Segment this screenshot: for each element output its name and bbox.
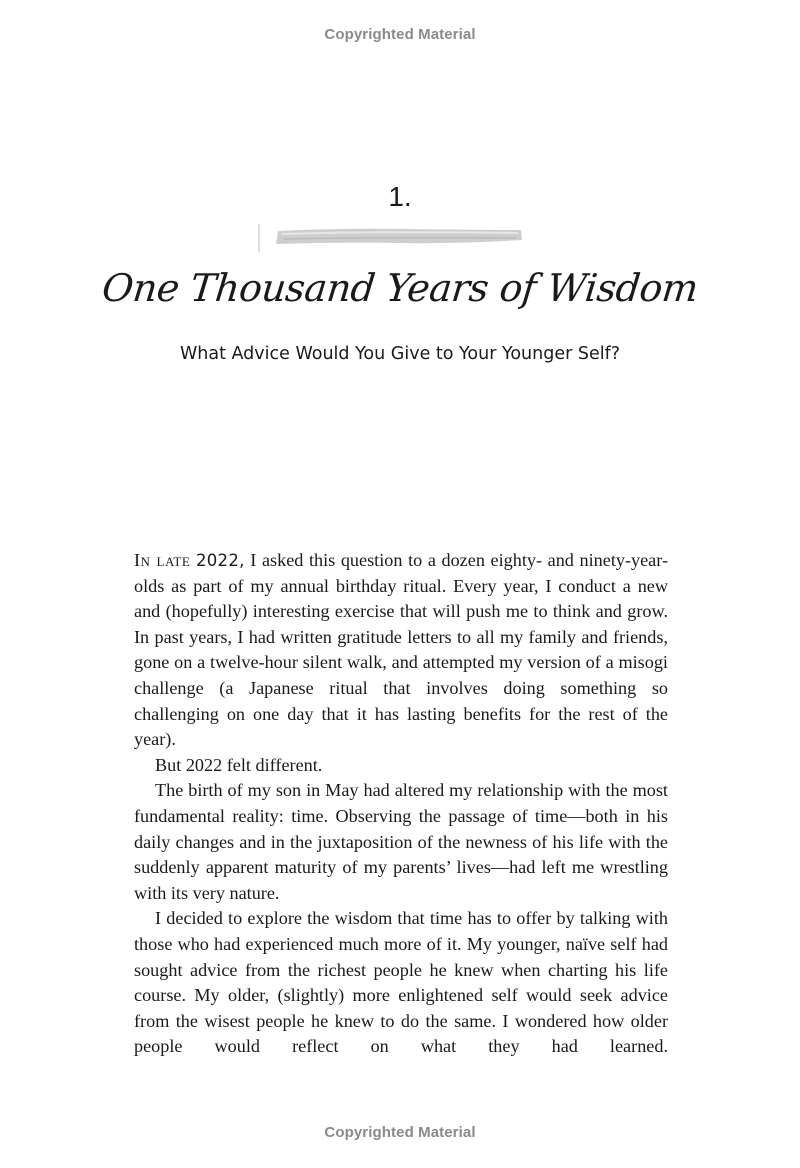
- paragraph-4: I decided to explore the wisdom that time has to offer by talking with those who had experienced much more of it. My younger, naïve self had sought advice from the richest people he knew when charting his life course. My older, (slightly) more enlightened self would seek advice from the wisest people he knew to do the same. I wondered how older people would reflect on what they had learned.: [134, 908, 668, 1057]
- chapter-number: 1.: [388, 181, 412, 212]
- paragraph-1: [134, 548, 668, 753]
- footer-copyright: Copyrighted Material: [324, 1124, 476, 1141]
- lead-in: In late: [134, 550, 191, 570]
- chapter-body: [134, 548, 668, 1060]
- brush-stroke-divider: [256, 218, 526, 254]
- paragraph-3: The birth of my son in May had altered my relationship with the most fundamental reality: time. Observing the passage of time—both in his daily changes and in the juxtaposition of the newness of his life with the suddenly apparent maturity of my parents’ lives—had left me wrestling with its very nature.: [134, 780, 668, 903]
- chapter-title: One Thousand Years of Wisdom: [100, 266, 700, 310]
- lead-year: 2022,: [195, 551, 245, 570]
- paragraph-2: But 2022 felt different.: [155, 754, 323, 775]
- header-copyright: Copyrighted Material: [324, 26, 476, 43]
- paragraph-1-text: I asked this question to a dozen eighty- and ninety-year-olds as part of my annual birthday ritual. Every year, I conduct a new and (hopefully) interesting exercise that will push me to think and grow. In past years, I had written gratitude letters to all my family and friends, gone on a twelve-hour silent walk, and attempted my version of a misogi challenge (a Japanese ritual that involves doing something so challenging on one day that it has lasting benefits for the rest of the year).: [134, 550, 669, 750]
- chapter-subtitle: What Advice Would You Give to Your Younger Self?: [179, 344, 621, 364]
